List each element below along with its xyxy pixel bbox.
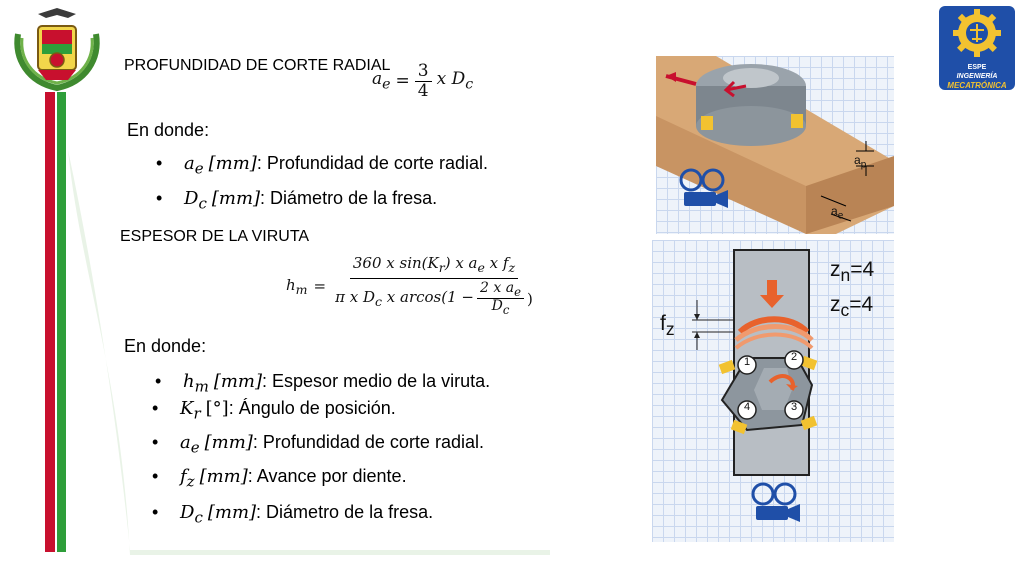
section2-item-3 <box>152 466 407 491</box>
item-sub: e <box>190 438 200 457</box>
formula-hm-lhs: h <box>286 275 296 294</box>
formula-ae-lhs: a <box>372 69 383 90</box>
section1-item-0 <box>156 153 488 178</box>
formula-ae-rest-sub: c <box>465 76 474 93</box>
item-sub: m <box>194 377 209 396</box>
bullet: • <box>155 371 162 391</box>
item-sym: f <box>180 466 187 487</box>
label-zc <box>830 293 873 321</box>
coat-of-arms-icon <box>8 4 106 94</box>
formula-ae-rest: x D <box>436 69 466 90</box>
item-unit: [mm] <box>199 466 248 487</box>
gear-icon <box>939 6 1015 58</box>
item-unit: [mm] <box>213 371 263 392</box>
item-sym: h <box>183 371 195 392</box>
label-fz-sym: f <box>660 312 666 335</box>
item-unit: [°] <box>205 398 229 419</box>
label-zn <box>830 258 874 286</box>
formula-ae-fraction <box>415 62 432 100</box>
formula-ae-eq: = <box>395 71 410 92</box>
formula-hm-numerator <box>350 255 518 279</box>
item-sub: c <box>194 508 203 527</box>
bullet: • <box>152 398 159 418</box>
red-stripe <box>45 92 55 552</box>
inner-fraction <box>477 281 524 317</box>
formula-ae-den: 4 <box>417 80 429 101</box>
bullet: • <box>152 466 159 486</box>
formula-ae <box>372 62 473 100</box>
item-desc: : Espesor medio de la viruta. <box>262 371 491 391</box>
formula-hm <box>286 255 536 317</box>
item-sym: D <box>184 188 199 209</box>
formula-hm-eq: = <box>313 277 327 295</box>
bullet: • <box>156 153 163 173</box>
video-camera-icon <box>750 482 802 524</box>
inner-num-sub: e <box>514 284 521 299</box>
item-sym: K <box>180 398 194 419</box>
logo-line2: INGENIERÍA <box>956 73 998 80</box>
tooth-2: 2 <box>790 351 798 363</box>
bullet: • <box>152 432 159 452</box>
label-ap-sym: a <box>854 153 861 167</box>
item-sym: D <box>180 502 195 523</box>
label-zn-val: =4 <box>850 258 875 281</box>
item-desc: : Diámetro de la fresa. <box>260 188 438 208</box>
formula-ae-num: 3 <box>415 62 432 82</box>
bullet: • <box>152 502 159 522</box>
item-sub: r <box>193 404 201 423</box>
num-part1: 360 x sin(K <box>352 254 439 272</box>
item-unit: [mm] <box>208 153 257 174</box>
item-unit: [mm] <box>207 502 257 523</box>
inner-den: D <box>491 298 503 315</box>
label-fz-sub: z <box>665 319 675 340</box>
section2-item-0 <box>155 371 490 396</box>
item-unit: [mm] <box>204 432 253 453</box>
label-zc-sub: c <box>840 300 850 321</box>
label-zn-sub: n <box>840 265 851 286</box>
item-desc: : Diámetro de la fresa. <box>256 502 434 522</box>
formula-hm-denominator <box>332 279 536 317</box>
section2-item-4 <box>152 502 433 527</box>
section2-title: ESPESOR DE LA VIRUTA <box>120 228 310 245</box>
label-zn-sym: z <box>830 258 841 281</box>
item-sub: c <box>198 194 207 213</box>
den-part1: π x D <box>335 288 375 306</box>
label-ap-text <box>854 153 866 170</box>
num-part3: x f <box>484 254 509 272</box>
item-sub: e <box>194 159 204 178</box>
item-desc: : Profundidad de corte radial. <box>252 432 484 452</box>
num-part2: ) x a <box>444 254 478 272</box>
den-close: ) <box>526 289 533 308</box>
inner-den-sub: c <box>502 303 510 318</box>
item-desc: : Avance por diente. <box>247 466 407 486</box>
den-sub: c <box>375 294 383 309</box>
item-desc: : Profundidad de corte radial. <box>256 153 488 173</box>
label-ap-sub: p <box>860 159 867 171</box>
num-sub2: e <box>477 260 485 275</box>
logo-line1: ESPE <box>967 64 987 71</box>
label-ae-text <box>831 204 843 221</box>
label-fz <box>660 312 675 340</box>
tooth-4: 4 <box>743 401 751 413</box>
section2-item-1 <box>152 398 396 423</box>
den-part2: x arcos(1 − <box>382 288 474 306</box>
num-sub1: r <box>438 260 445 275</box>
figure-chip-thickness <box>652 240 894 542</box>
formula-hm-fraction <box>332 255 536 317</box>
section2-where-label: En donde: <box>124 336 207 356</box>
espe-logo <box>939 6 1015 90</box>
item-desc: : Ángulo de posición. <box>228 398 396 418</box>
formula-hm-lhs-sub: m <box>295 281 308 297</box>
label-zc-sym: z <box>830 293 841 316</box>
label-ae-sym: a <box>831 204 838 218</box>
num-sub3: z <box>508 260 516 275</box>
label-ae-sub: e <box>837 210 844 222</box>
item-sym: a <box>184 153 195 174</box>
formula-ae-lhs-sub: e <box>382 76 391 93</box>
item-unit: [mm] <box>211 188 261 209</box>
tooth-3: 3 <box>790 401 798 413</box>
item-sym: a <box>180 432 191 453</box>
figure-radial-depth <box>656 56 894 234</box>
section1-where-label: En donde: <box>127 120 210 140</box>
inner-num: 2 x a <box>480 279 515 296</box>
section1-title: PROFUNDIDAD DE CORTE RADIAL <box>124 57 391 74</box>
section2-item-2 <box>152 432 484 457</box>
video-camera-icon <box>678 168 730 210</box>
tooth-1: 1 <box>743 356 751 368</box>
label-zc-val: =4 <box>849 293 874 316</box>
item-sub: z <box>186 472 195 491</box>
logo-line3: MECATRÓNICA <box>947 81 1007 90</box>
bullet: • <box>156 188 163 208</box>
section1-item-1 <box>156 188 437 213</box>
